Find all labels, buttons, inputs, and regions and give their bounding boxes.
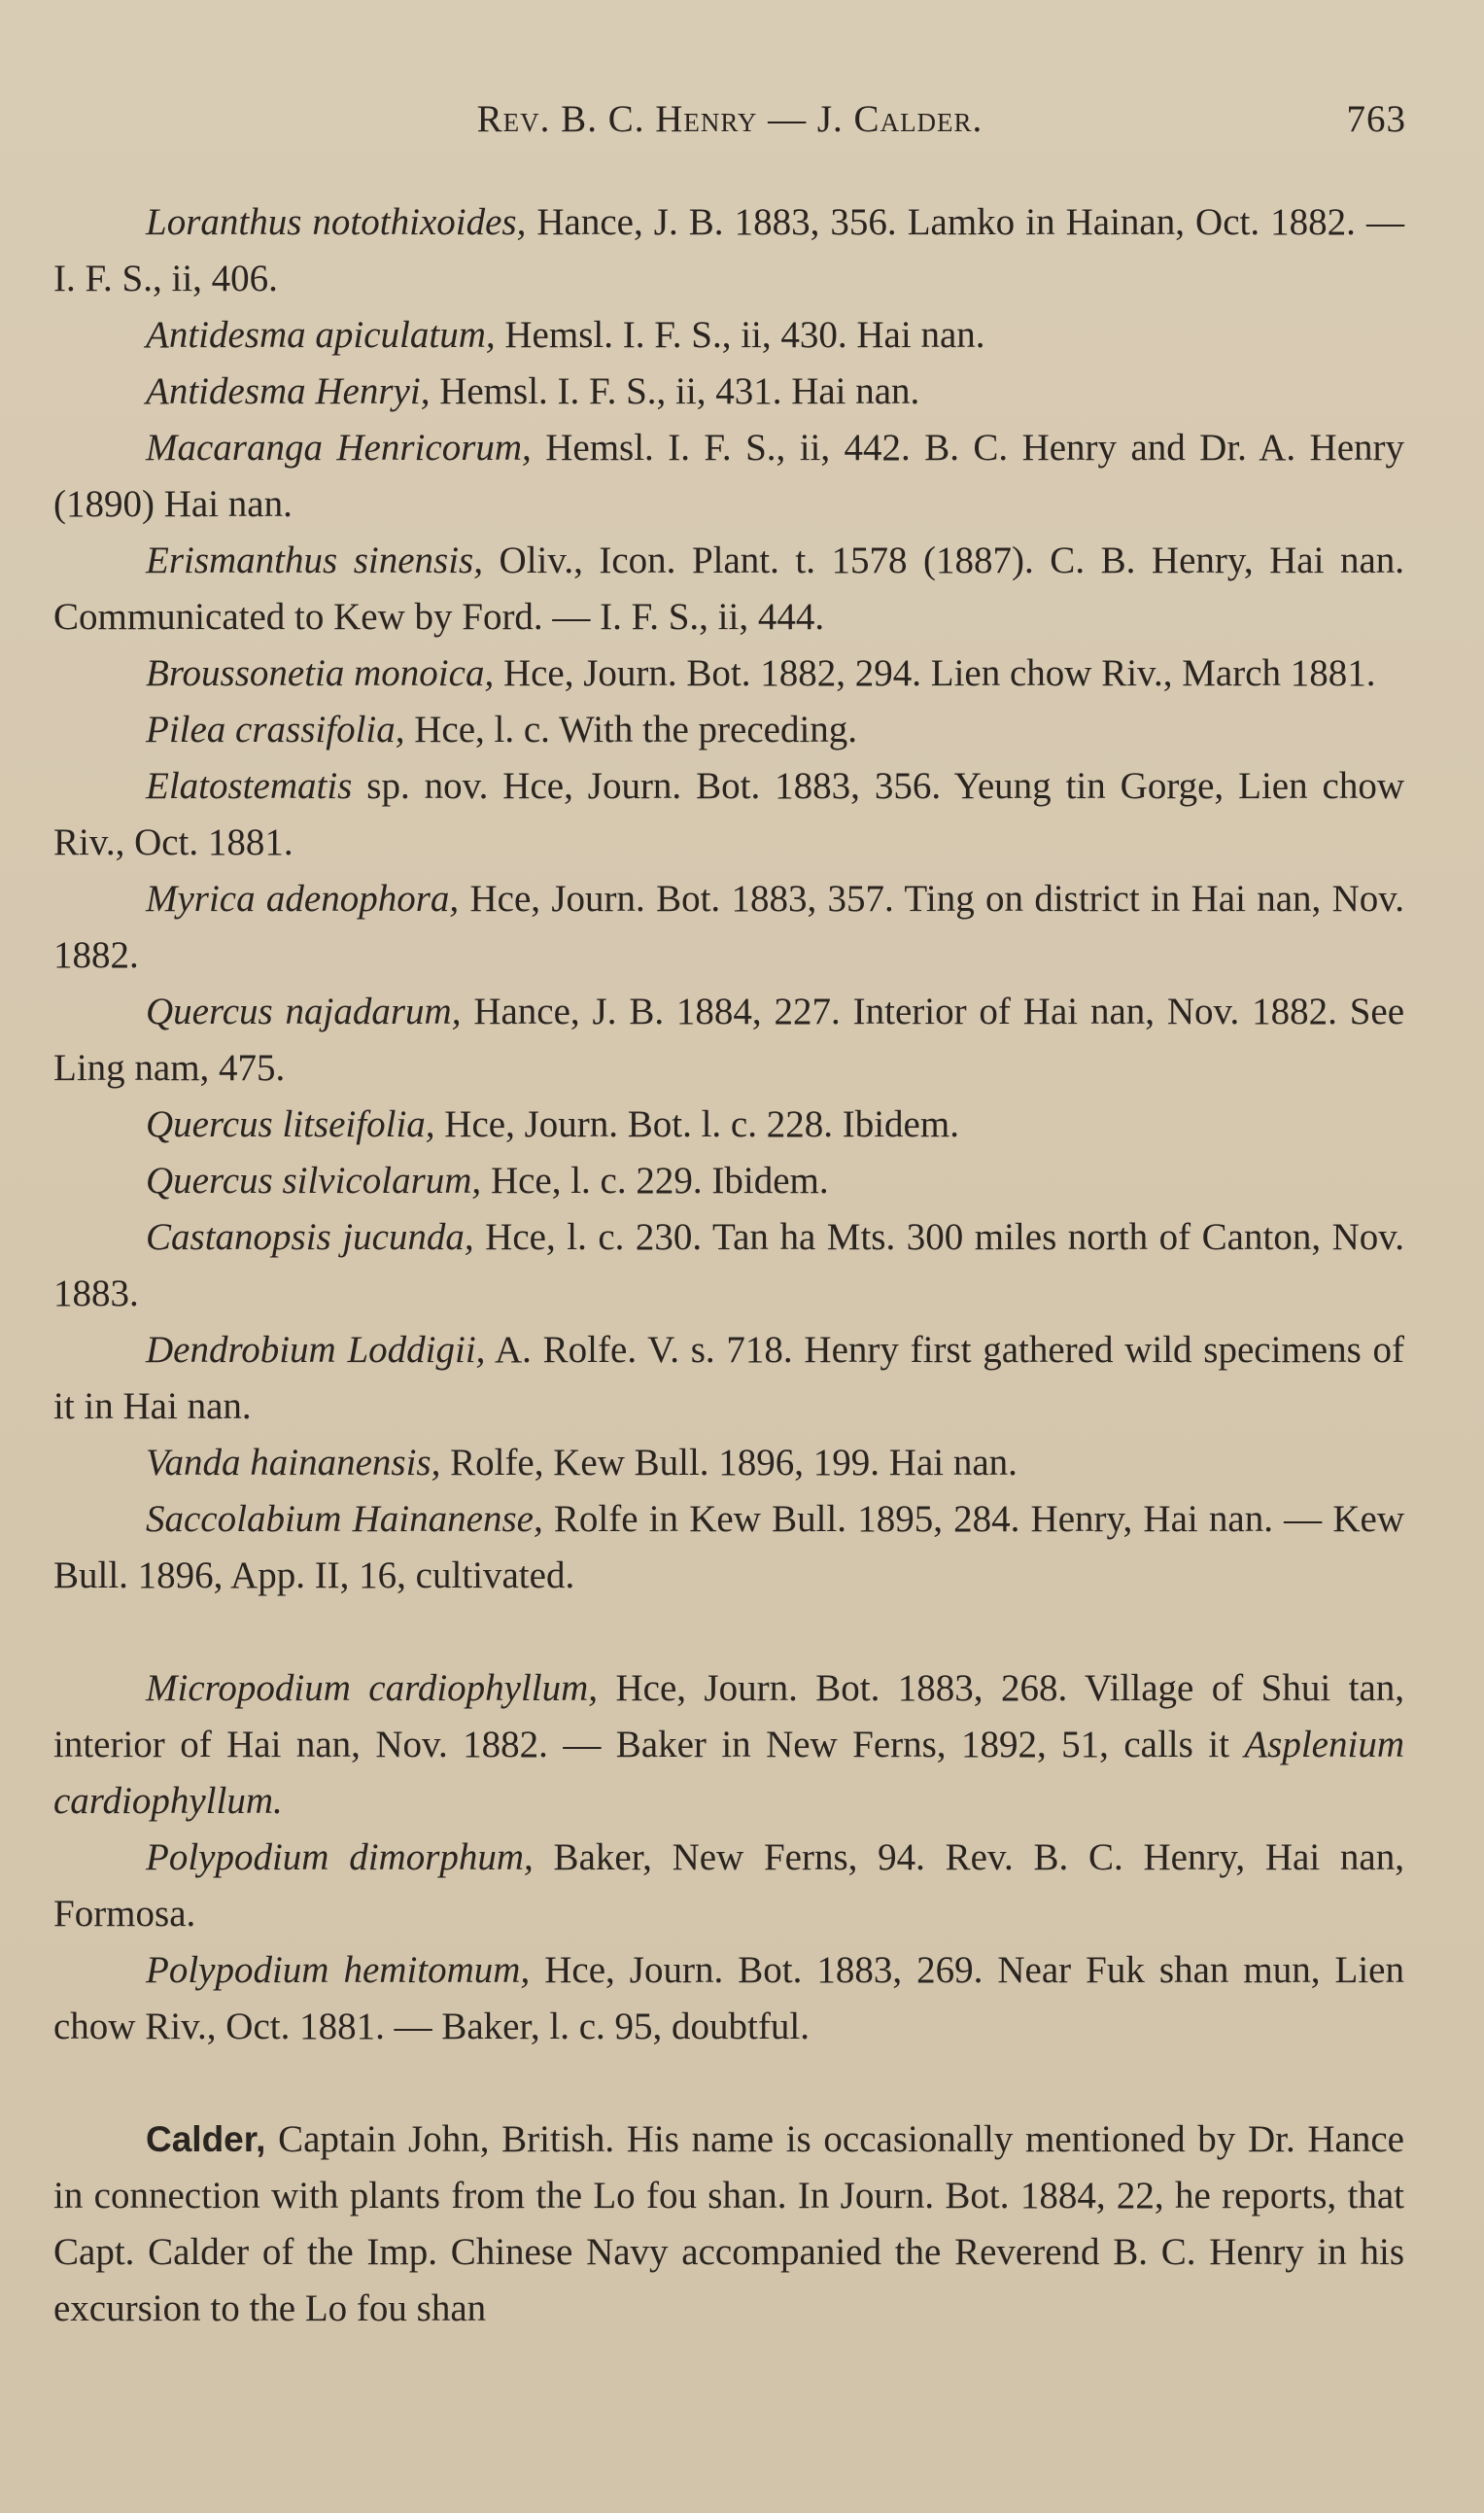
entry-polypodium-hemitomum: [53, 1942, 1404, 2055]
taxon-name: Castanopsis jucunda,: [146, 1216, 474, 1258]
taxon-name: Pilea crassifolia,: [146, 709, 405, 750]
entry-text: Hance, J. B. 1884, 227. Interior of Hai nan, Nov. 1882. See Ling nam, 475.: [53, 991, 1405, 1089]
entry-elatostematis: [53, 758, 1404, 871]
entry-castanopsis: [53, 1209, 1404, 1322]
taxon-name: Antidesma apiculatum,: [146, 314, 496, 356]
entry-text: Hemsl. I. F. S., ii, 431. Hai nan.: [430, 370, 920, 412]
entry-text: Rolfe, Kew Bull. 1896, 199. Hai nan.: [440, 1442, 1018, 1483]
taxon-name: Elatostematis: [146, 765, 353, 807]
entry-saccolabium: [53, 1491, 1404, 1604]
entry-text: Hce, l. c. 230. Tan ha Mts. 300 miles north of Canton, Nov. 1883.: [53, 1216, 1404, 1314]
entry-antidesma-henryi: [53, 364, 1404, 420]
entry-text: sp. nov. Hce, Journ. Bot. 1883, 356. Yeung tin Gorge, Lien chow Riv., Oct. 1881.: [53, 765, 1404, 863]
entry-dendrobium: [53, 1322, 1404, 1435]
taxon-name: Quercus litseifolia,: [146, 1103, 435, 1145]
entry-text: Rolfe in Kew Bull. 1895, 284. Henry, Hai nan. — Kew Bull. 1896, App. II, 16, cultivated.: [53, 1498, 1404, 1596]
entry-text: Hce, Journ. Bot. l. c. 228. Ibidem.: [434, 1103, 959, 1145]
entry-text: Hce, Journ. Bot. 1883, 269. Near Fuk shan mun, Lien chow Riv., Oct. 1881. — Baker, l. c. 95, doubtful.: [53, 1949, 1404, 2047]
taxon-name: Broussonetia monoica,: [146, 652, 495, 694]
entry-text: Hce, Journ. Bot. 1883, 357. Ting on district in Hai nan, Nov. 1882.: [53, 878, 1405, 976]
taxon-name: Polypodium dimorphum,: [146, 1836, 534, 1878]
entry-quercus-silvicolarum: [53, 1153, 1404, 1209]
entry-vanda: [53, 1435, 1404, 1491]
taxon-name: Saccolabium Hainanense,: [146, 1498, 543, 1540]
taxon-name: Quercus silvicolarum,: [146, 1160, 482, 1202]
page-number: 763: [1346, 98, 1406, 140]
entry-macaranga: [53, 420, 1404, 533]
taxon-name: Polypodium hemitomum,: [146, 1949, 531, 1991]
entry-antidesma-apiculatum: [53, 307, 1404, 364]
taxon-synonym: Asplenium cardiophyllum.: [53, 1724, 1404, 1822]
entry-quercus-najadarum: [53, 984, 1404, 1097]
entry-text: Captain John, British. His name is occasionally mentioned by Dr. Hance in connection with plants from the Lo fou shan. In Journ. Bot. 1884, 22, he reports, that Capt. Calder of the Imp. Chinese Navy accompanied the Reverend B. C. Henry in his excursion to the Lo fou shan: [53, 2118, 1404, 2329]
entry-micropodium: [53, 1660, 1404, 1830]
taxon-name: Dendrobium Loddigii,: [146, 1329, 486, 1371]
collector-name: Calder,: [146, 2119, 266, 2159]
entry-text: Hemsl. I. F. S., ii, 442. B. C. Henry and Dr. A. Henry (1890) Hai nan.: [53, 427, 1404, 525]
running-head-title: Rev. B. C. Henry — J. Calder.: [476, 98, 984, 140]
entry-broussonetia: [53, 646, 1404, 702]
entry-pilea: [53, 702, 1404, 758]
entry-text: Hce, Journ. Bot. 1883, 268. Village of Shui tan, interior of Hai nan, Nov. 1882. — Baker in New Ferns, 1892, 51, calls it: [53, 1667, 1405, 1765]
taxon-name: Micropodium cardiophyllum,: [146, 1667, 599, 1709]
entry-loranthus: [53, 194, 1404, 307]
entry-calder: [53, 2112, 1404, 2337]
taxon-name: Macaranga Henricorum,: [146, 427, 532, 469]
taxon-name: Antidesma Henryi,: [146, 370, 431, 412]
entry-erismanthus: [53, 533, 1404, 646]
entry-text: A. Rolfe. V. s. 718. Henry first gathered wild specimens of it in Hai nan.: [53, 1329, 1404, 1427]
entry-text: Hance, J. B. 1883, 356. Lamko in Hainan, Oct. 1882. — I. F. S., ii, 406.: [53, 201, 1404, 299]
taxon-name: Vanda hainanensis,: [146, 1442, 441, 1483]
entry-text: Hemsl. I. F. S., ii, 430. Hai nan.: [495, 314, 985, 356]
taxon-name: Myrica adenophora,: [146, 878, 460, 920]
running-head: [53, 97, 1406, 156]
entry-text: Hce, l. c. With the preceding.: [404, 709, 858, 750]
taxon-name: Loranthus notothixoides,: [146, 201, 527, 243]
entry-myrica: [53, 871, 1404, 984]
page-body: [53, 194, 1404, 2337]
entry-polypodium-dimorphum: [53, 1830, 1404, 1942]
entry-text: Hce, Journ. Bot. 1882, 294. Lien chow Riv., March 1881.: [494, 652, 1376, 694]
entry-quercus-litseifolia: [53, 1097, 1404, 1153]
taxon-name: Erismanthus sinensis,: [146, 540, 483, 581]
taxon-name: Quercus najadarum,: [146, 991, 462, 1032]
entry-text: Oliv., Icon. Plant. t. 1578 (1887). C. B. Henry, Hai nan. Communicated to Kew by Ford. — I. F. S., ii, 444.: [53, 540, 1405, 638]
entry-text: Baker, New Ferns, 94. Rev. B. C. Henry, Hai nan, Formosa.: [53, 1836, 1404, 1935]
entry-text: Hce, l. c. 229. Ibidem.: [481, 1160, 829, 1202]
